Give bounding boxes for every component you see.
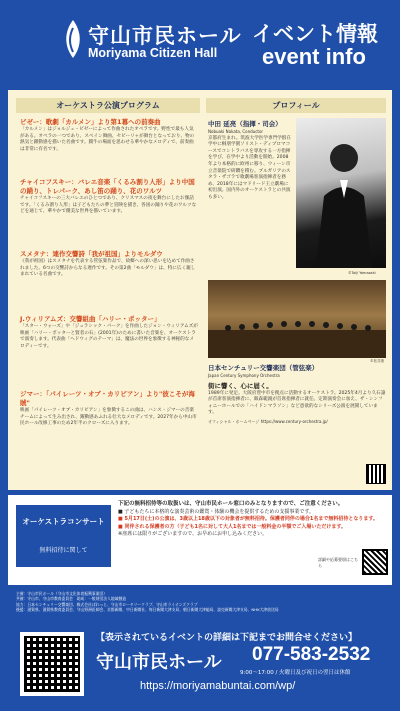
hall-logo-icon: [60, 18, 86, 60]
program-item: [20, 178, 198, 216]
free-invitation-notice: [8, 495, 392, 585]
sponsor-line: 協力：日本センチュリー交響楽団、株式会社ぱれっと、守山市ロータリークラブ、守山市ライオンズクラブ: [16, 601, 198, 607]
notice-label-sub: 無料招待に関して: [39, 547, 88, 554]
program-item-title: ビゼー：歌劇「カルメン」より第1幕への前奏曲: [20, 118, 161, 126]
footer-hall-name: 守山市民ホール: [96, 652, 222, 673]
sponsor-line: 共催：守山市、守山市教育委員会 助成：一般財団法人地域創造: [16, 596, 127, 602]
program-item: [20, 390, 198, 428]
notice-label-box: [16, 505, 111, 567]
profile-heading: プロフィール: [206, 98, 386, 113]
footer-phone[interactable]: 077-583-2532: [252, 644, 371, 665]
notice-label-title: オーケストラコンサート: [22, 517, 105, 526]
hall-name-jp: 守山市民ホール: [88, 24, 242, 48]
program-item-title: ジマー：「パイレーツ・オブ・カリビアン」より"彼こそが海賊": [20, 390, 195, 407]
conductor-bio: 京都府生まれ。筑波大学医学専門学群在学中に桐朋学園ソリスト・ディプロマコースでコントラバスを専攻する一方指揮を学び、在学中より活動を開始。2008年より本格的に欧州に移り、ウィーン市立音楽院で研鑽を積む。ブルガリアのスタラ・ザゴラで歌劇場客演指揮者を務め、2018年にはマドリード王立劇場に初出演。国内外のオーケストラとの共演も多い。: [208, 135, 291, 200]
program-item-text: 「スター・ウォーズ」や「ジュラシック・パーク」を作曲したジョン・ウィリアムズが映画「ハリー・ポッターと賢者の石」(2001年)のために書いた音楽を、オーケストラで演奏します。代表曲「ヘドウィグのテーマ」は、魔法の世界を象徴する神秘的なメロディーです。: [20, 324, 198, 349]
footer-heading: 【表示されているイベントの詳細は下記までお問合せください】: [96, 633, 358, 643]
orchestra-photo: [208, 280, 386, 358]
notice-bullet: ■ 同伴される保護者の方（子ども1名に対して大人1名までは一般料金の半額でご入場いただけます。: [118, 523, 347, 530]
orchestra-website[interactable]: オフィシャル・ホームページ https://www.century-orchestra.jp/: [208, 418, 328, 424]
sponsor-line: 主催：守山市民ホール（守山市文化体育振興事業団）: [16, 591, 108, 596]
program-item-text: 映画「パイレーツ・オブ・カリビアン」を象徴するこの曲は、ハンス・ジマーの音楽チームによって生み出され、躍動感あふれる壮大なメロディです。2027年から中山市民ホール改修工事のため2年半のクローズに入ります。: [20, 408, 197, 427]
event-info-jp: イベント情報: [252, 22, 378, 46]
notice-lead: 下記の無料招待等の取扱いは、守山市民ホール窓口のみとなりますので、ご注意ください。: [118, 501, 344, 507]
photo-credit: ©Taiji Yamazaki: [348, 271, 376, 275]
footer: [0, 626, 400, 711]
conductor-silhouette-icon: [296, 118, 386, 268]
orchestra-name-en: Japan Century Symphony Orchestra: [208, 373, 280, 378]
orchestra-catchphrase: 街に響く、心に届く。: [208, 381, 273, 390]
notice-body: [118, 501, 388, 539]
program-item-text: 《我が祖国》はスメタナを代表する管弦楽作品で、故郷への深い思いを込めて作曲されました。6つの交響詩からなる連作です。その第2曲「モルダウ」は、特に広く親しまれている名曲です。: [20, 259, 196, 278]
notice-qr-code[interactable]: [362, 549, 388, 575]
conductor-photo: [296, 118, 386, 268]
sponsor-line: 後援：滋賀県、滋賀県教育委員会、守山野洲医師会、京都新聞、中日新聞社、毎日新聞大津支局、朝日新聞大津総局、読売新聞大津支局、NHK大津放送局: [16, 606, 279, 612]
footer-url-link[interactable]: https://moriyamabuntai.com/wp/: [140, 680, 296, 692]
program-item-title: チャイコフスキー：バレエ音楽「くるみ割り人形」より中国の踊り、トレパーク、あし笛の踊り、花のワルツ: [20, 178, 195, 195]
conductor-profile: [208, 120, 292, 202]
header: [0, 0, 400, 86]
conductor-name-en: Nobuaki Nakata, Conductor: [208, 129, 264, 134]
program-item: [20, 118, 198, 153]
program-item-title: J.ウィリアムズ：交響組曲「ハリー・ポッター」: [20, 315, 161, 323]
sponsors-block: [8, 588, 392, 622]
orchestra-stage-icon: [208, 280, 386, 358]
orchestra-name: 日本センチュリー交響楽団（管弦楽）: [208, 364, 319, 372]
notice-qr-label: 詳細や応募要項はこちら: [318, 557, 358, 568]
program-item-text: 「カルメン」はジョルジュ・ビゼーによって作曲されたオペラです。野性で最も人気がある。オペラの一つであり、スペイン舞曲、セビーリャが舞台となっており、物の熱気と躍動感を描いた名曲です。闘牛の場面を思わせる華やかなメロディで、前奏曲は非常に有名です。: [20, 127, 195, 152]
program-item: [20, 250, 198, 279]
program-heading: オーケストラ公演プログラム: [16, 98, 200, 113]
notice-bullet: ■ 子どもたちに本格的な演奏芸術の鑑賞・体験の機会を提供するための支援事業です。: [118, 508, 314, 515]
footer-qr-code[interactable]: [20, 632, 84, 696]
orchestra-bio: 1989年に発足。大阪府豊中市を拠点に活動するオーケストラ。2025年4月より久石譲が首席客演指揮者に、飯森範親が首席指揮者に就任。定期演奏会に加え、ザ・シンフォニーホールでの「ハイドンマラソン」など意欲的なシリーズ公演を展開しています。: [208, 390, 386, 416]
footer-hours: 9:00〜17:00 / 火曜日及び祝日の翌日は休館: [240, 670, 351, 676]
conductor-name: 中田 延亮（指揮・司会）: [208, 120, 282, 128]
main-panel: [8, 90, 392, 490]
orchestra-qr-code[interactable]: [366, 464, 386, 484]
hall-name-en: Moriyama Citizen Hall: [88, 46, 218, 60]
notice-bullet: ■ 5月17日(土)の公演は、3歳以上18歳以下の対象者が無料招待。保護者同伴の場合1名まで無料招待となります。: [118, 516, 378, 522]
notice-bullet: ※座席には限りがございますので、お早めにお申し込みください。: [118, 531, 268, 537]
orchestra-profile: [208, 364, 386, 426]
orchestra-photo-credit: ©松井康: [370, 359, 384, 363]
program-item-title: スメタナ：連作交響詩「我が祖国」よりモルダウ: [20, 250, 163, 258]
program-item-text: チャイコフスキーの三大バレエのひとつであり、クリスマスの夜を舞台にしたお伽話です。「くるみ割り人形」は子どもたちの夢と冒険を描き、各国の踊りや花のワルツなどを通じて、華やかで優美な世界を描いています。: [20, 196, 197, 215]
event-info-en: event info: [262, 44, 366, 69]
program-item: [20, 315, 198, 350]
